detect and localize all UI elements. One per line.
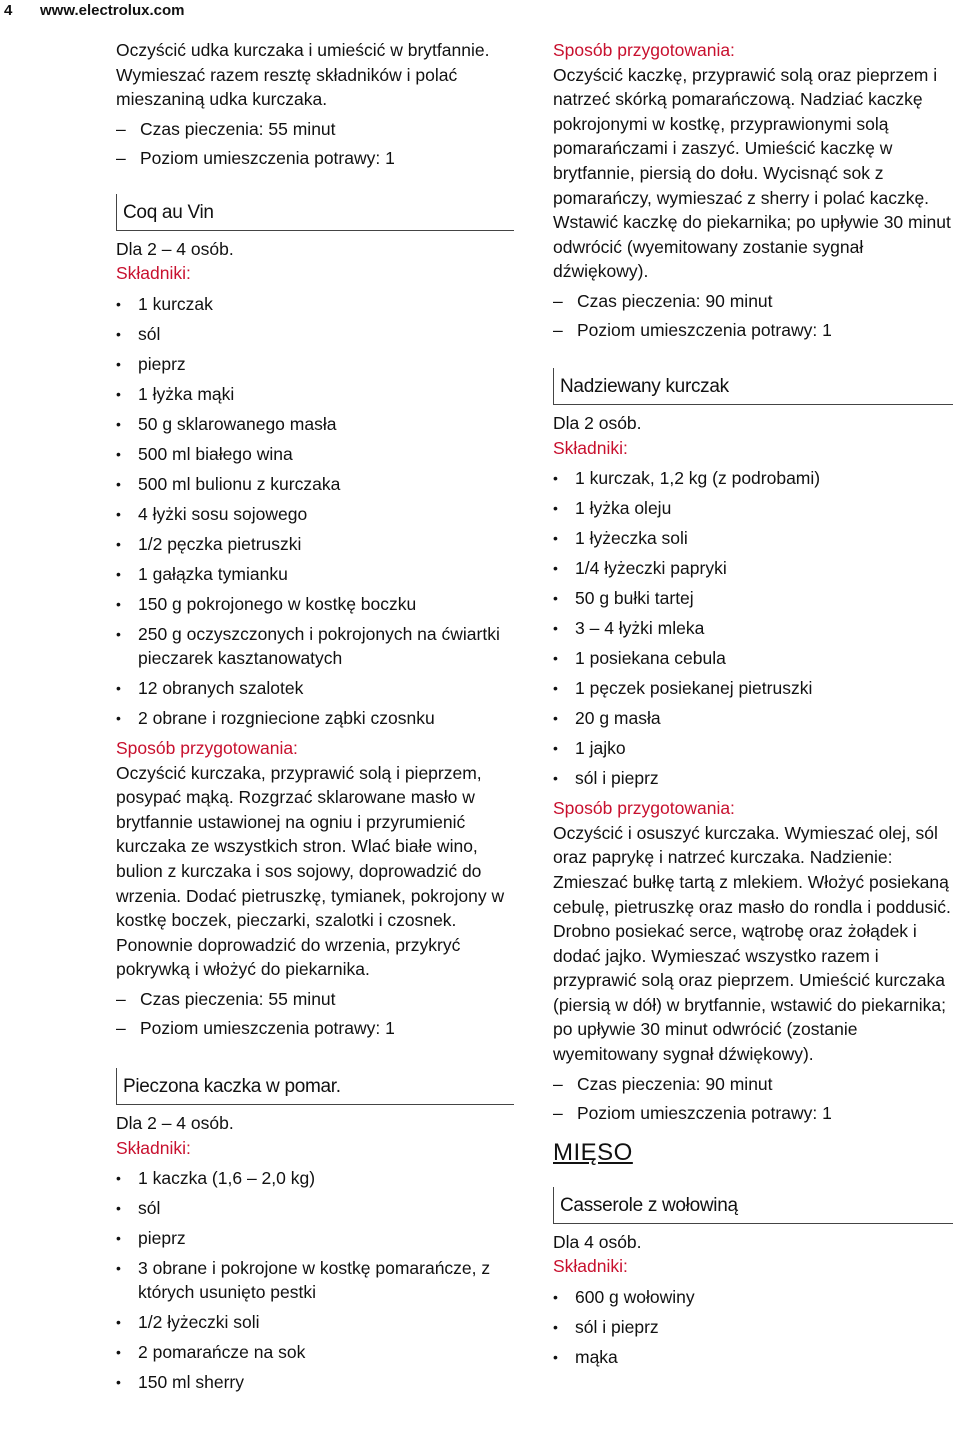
ingredient-text: 1 kaczka (1,6 – 2,0 kg) bbox=[138, 1168, 316, 1189]
bullet-icon: • bbox=[553, 650, 558, 667]
bullet-icon: • bbox=[553, 770, 558, 787]
method-text: Oczyścić kurczaka, przyprawić solą i pieprzem, posypać mąką. Rozgrzać sklarowane masło w brytfannie ustawionej na ogniu i przyrumienić kurczaka ze wszystkich stron. Wlać białe wino, bulion z kurczaka i sos sojowy, doprowadzić do wrzenia. Dodać pietruszkę, tymianek, pokrojony w kostkę boczek, pieczarki, szalotki i czosnek. Ponownie doprowadzić do wrzenia, przykryć pokrywką i włożyć do piekarnika. bbox=[116, 762, 505, 980]
bullet-icon: • bbox=[116, 1170, 121, 1187]
ingredient-text: 20 g masła bbox=[575, 708, 661, 729]
recipe-title: Casserole z wołowiną bbox=[553, 1187, 953, 1224]
bullet-icon: • bbox=[553, 590, 558, 607]
bullet-icon: • bbox=[553, 470, 558, 487]
recipe-title: Coq au Vin bbox=[116, 194, 514, 231]
ingredient-text: 3 – 4 łyżki mleka bbox=[575, 618, 705, 639]
bullet-icon: • bbox=[116, 535, 121, 552]
serves-text: Dla 2 – 4 osób. bbox=[116, 1112, 234, 1133]
ingredient-text: 1 gałązka tymianku bbox=[138, 563, 288, 584]
ingredient-item bbox=[116, 562, 514, 586]
ingredient-text: sól bbox=[138, 323, 161, 344]
ingredient-text: 1/2 łyżeczki soli bbox=[138, 1312, 260, 1333]
ingredient-text: 1/2 pęczka pietruszki bbox=[138, 533, 302, 554]
time-line: – Czas pieczenia: 90 minut bbox=[553, 290, 773, 311]
page-number: 4 bbox=[4, 2, 13, 19]
ingredient-item bbox=[116, 592, 514, 616]
ingredient-text: mąka bbox=[575, 1346, 618, 1367]
time-line: – Poziom umieszczenia potrawy: 1 bbox=[553, 319, 832, 340]
method-label: Sposób przygotowania: bbox=[553, 798, 735, 819]
bullet-icon: • bbox=[116, 385, 121, 402]
ingredient-item bbox=[553, 1345, 953, 1369]
ingredients-list bbox=[553, 466, 953, 790]
ingredient-text: sól i pieprz bbox=[575, 768, 659, 789]
time-line: – Czas pieczenia: 55 minut bbox=[116, 988, 336, 1009]
ingredient-text: 1 kurczak, 1,2 kg (z podrobami) bbox=[575, 468, 821, 489]
ingredient-item bbox=[116, 1310, 514, 1334]
bullet-icon: • bbox=[116, 1344, 121, 1361]
bullet-icon: • bbox=[116, 1260, 121, 1277]
ingredient-text: 500 ml białego wina bbox=[138, 443, 293, 464]
ingredient-item bbox=[553, 646, 953, 670]
ingredient-text: 1 posiekana cebula bbox=[575, 648, 726, 669]
bullet-icon: • bbox=[553, 500, 558, 517]
serves-text: Dla 2 – 4 osób. bbox=[116, 238, 234, 259]
ingredient-item bbox=[553, 706, 953, 730]
time-line: – Poziom umieszczenia potrawy: 1 bbox=[116, 1017, 395, 1038]
ingredient-item bbox=[553, 616, 953, 640]
ingredient-item bbox=[116, 1370, 514, 1394]
ingredient-item bbox=[116, 1340, 514, 1364]
ingredient-item bbox=[116, 706, 514, 730]
time-line: – Poziom umieszczenia potrawy: 1 bbox=[553, 1102, 832, 1123]
bullet-icon: • bbox=[116, 355, 121, 372]
ingredient-text: 150 ml sherry bbox=[138, 1372, 245, 1393]
recipe-title: Pieczona kaczka w pomar. bbox=[116, 1068, 514, 1105]
ingredient-text: 50 g sklarowanego masła bbox=[138, 413, 337, 434]
ingredient-item bbox=[116, 676, 514, 700]
ingredient-text: 1 pęczek posiekanej pietruszki bbox=[575, 678, 813, 699]
bullet-icon: • bbox=[553, 1288, 558, 1305]
serves-text: Dla 2 osób. bbox=[553, 412, 642, 433]
ingredient-item bbox=[116, 292, 514, 316]
intro-text: Oczyścić udka kurczaka i umieścić w brytfannie. Wymieszać razem resztę składników i polać mieszaniną udka kurczaka. bbox=[116, 40, 490, 110]
time-line: – Czas pieczenia: 90 minut bbox=[553, 1073, 773, 1094]
bullet-icon: • bbox=[116, 325, 121, 342]
method-text: Oczyścić kaczkę, przyprawić solą oraz pieprzem i natrzeć skórką pomarańczową. Nadziać kaczkę pokrojonymi w kostkę, przyprawionymi solą pomarańczami i zaszyć. Umieścić kaczkę w brytfannie, piersią do dołu. Wycisnąć sok z pomarańczy, wymieszać z sherry i polać kaczkę. Wstawić kaczkę do piekarnika; po upływie 30 minut odwrócić (wyemitowany zostanie sygnał dźwiękowy). bbox=[553, 64, 951, 282]
ingredient-text: 1 jajko bbox=[575, 738, 626, 759]
bullet-icon: • bbox=[553, 1348, 558, 1365]
ingredients-label: Składniki: bbox=[553, 437, 628, 458]
bullet-icon: • bbox=[116, 709, 121, 726]
ingredient-text: 2 pomarańcze na sok bbox=[138, 1342, 306, 1363]
bullet-icon: • bbox=[116, 1200, 121, 1217]
ingredients-list bbox=[116, 1166, 514, 1394]
ingredient-item bbox=[116, 322, 514, 346]
bullet-icon: • bbox=[553, 560, 558, 577]
ingredient-item bbox=[116, 532, 514, 556]
ingredient-item bbox=[116, 1256, 514, 1304]
ingredient-item bbox=[553, 526, 953, 550]
method-text: Oczyścić i osuszyć kurczaka. Wymieszać olej, sól oraz paprykę i natrzeć kurczaka. Nadzienie: Zmieszać bułkę tartą z mlekiem. Włożyć posiekaną cebulę, pietruszkę oraz masło do rondla i poddusić. Drobno posiekać serce, wątrobę oraz żołądek i dodać jajko. Wymieszać wszystko razem i przyprawić solą oraz pieprzem. Umieścić kurczaka (piersią w dół) w brytfannie, wstawić do piekarnika; po upływie 30 minut odwrócić (zostanie wyemitowany sygnał dźwiękowy). bbox=[553, 822, 951, 1065]
ingredient-text: sól i pieprz bbox=[575, 1316, 659, 1337]
ingredient-text: pieprz bbox=[138, 353, 186, 374]
ingredients-label: Składniki: bbox=[116, 263, 191, 284]
ingredient-item bbox=[553, 586, 953, 610]
ingredient-text: 150 g pokrojonego w kostkę boczku bbox=[138, 593, 417, 614]
ingredient-text: 250 g oczyszczonych i pokrojonych na ćwiartki pieczarek kasztanowatych bbox=[138, 623, 500, 668]
ingredient-item bbox=[553, 736, 953, 760]
ingredient-item bbox=[553, 676, 953, 700]
time-line: – Poziom umieszczenia potrawy: 1 bbox=[116, 147, 395, 168]
ingredients-list bbox=[116, 292, 514, 730]
ingredient-item bbox=[553, 466, 953, 490]
bullet-icon: • bbox=[553, 740, 558, 757]
bullet-icon: • bbox=[116, 1230, 121, 1247]
ingredient-text: 1 łyżeczka soli bbox=[575, 528, 688, 549]
ingredients-label: Składniki: bbox=[553, 1256, 628, 1277]
ingredient-text: 4 łyżki sosu sojowego bbox=[138, 503, 308, 524]
ingredient-text: pieprz bbox=[138, 1228, 186, 1249]
ingredients-label: Składniki: bbox=[116, 1137, 191, 1158]
bullet-icon: • bbox=[116, 295, 121, 312]
bullet-icon: • bbox=[116, 595, 121, 612]
section-heading: MIĘSO bbox=[553, 1138, 633, 1166]
recipe-title: Nadziewany kurczak bbox=[553, 368, 953, 405]
ingredient-item bbox=[553, 1285, 953, 1309]
serves-text: Dla 4 osób. bbox=[553, 1231, 642, 1252]
ingredient-text: 1 łyżka mąki bbox=[138, 383, 235, 404]
bullet-icon: • bbox=[116, 475, 121, 492]
ingredient-item bbox=[553, 496, 953, 520]
ingredient-item bbox=[116, 382, 514, 406]
ingredient-item bbox=[116, 352, 514, 376]
ingredient-text: sól bbox=[138, 1198, 161, 1219]
ingredient-text: 12 obranych szalotek bbox=[138, 677, 304, 698]
ingredients-list bbox=[553, 1285, 953, 1369]
ingredient-item bbox=[116, 502, 514, 526]
ingredient-item bbox=[116, 412, 514, 436]
site-url: www.electrolux.com bbox=[40, 2, 185, 19]
right-column bbox=[553, 38, 953, 1375]
method-label: Sposób przygotowania: bbox=[553, 40, 735, 60]
ingredient-text: 3 obrane i pokrojone w kostkę pomarańcze, z których usunięto pestki bbox=[138, 1258, 491, 1303]
bullet-icon: • bbox=[116, 505, 121, 522]
ingredient-text: 600 g wołowiny bbox=[575, 1286, 695, 1307]
ingredient-text: 2 obrane i rozgniecione ząbki czosnku bbox=[138, 707, 435, 728]
left-column bbox=[116, 38, 514, 1400]
bullet-icon: • bbox=[116, 679, 121, 696]
ingredient-text: 1 kurczak bbox=[138, 293, 213, 314]
time-line: – Czas pieczenia: 55 minut bbox=[116, 118, 336, 139]
ingredient-item bbox=[553, 556, 953, 580]
ingredient-text: 500 ml bulionu z kurczaka bbox=[138, 473, 341, 494]
bullet-icon: • bbox=[116, 445, 121, 462]
bullet-icon: • bbox=[553, 680, 558, 697]
ingredient-item bbox=[553, 1315, 953, 1339]
bullet-icon: • bbox=[116, 565, 121, 582]
ingredient-text: 50 g bułki tartej bbox=[575, 588, 694, 609]
ingredient-item bbox=[116, 1166, 514, 1190]
ingredient-text: 1 łyżka oleju bbox=[575, 498, 672, 519]
ingredient-text: 1/4 łyżeczki papryki bbox=[575, 558, 727, 579]
ingredient-item bbox=[116, 1196, 514, 1220]
bullet-icon: • bbox=[116, 1314, 121, 1331]
bullet-icon: • bbox=[116, 1374, 121, 1391]
bullet-icon: • bbox=[553, 530, 558, 547]
ingredient-item bbox=[116, 472, 514, 496]
bullet-icon: • bbox=[553, 1318, 558, 1335]
ingredient-item bbox=[553, 766, 953, 790]
method-label: Sposób przygotowania: bbox=[116, 737, 298, 758]
ingredient-item bbox=[116, 1226, 514, 1250]
page-header bbox=[0, 0, 960, 22]
bullet-icon: • bbox=[553, 620, 558, 637]
bullet-icon: • bbox=[116, 625, 121, 642]
bullet-icon: • bbox=[553, 710, 558, 727]
bullet-icon: • bbox=[116, 415, 121, 432]
ingredient-item bbox=[116, 622, 514, 670]
ingredient-item bbox=[116, 442, 514, 466]
